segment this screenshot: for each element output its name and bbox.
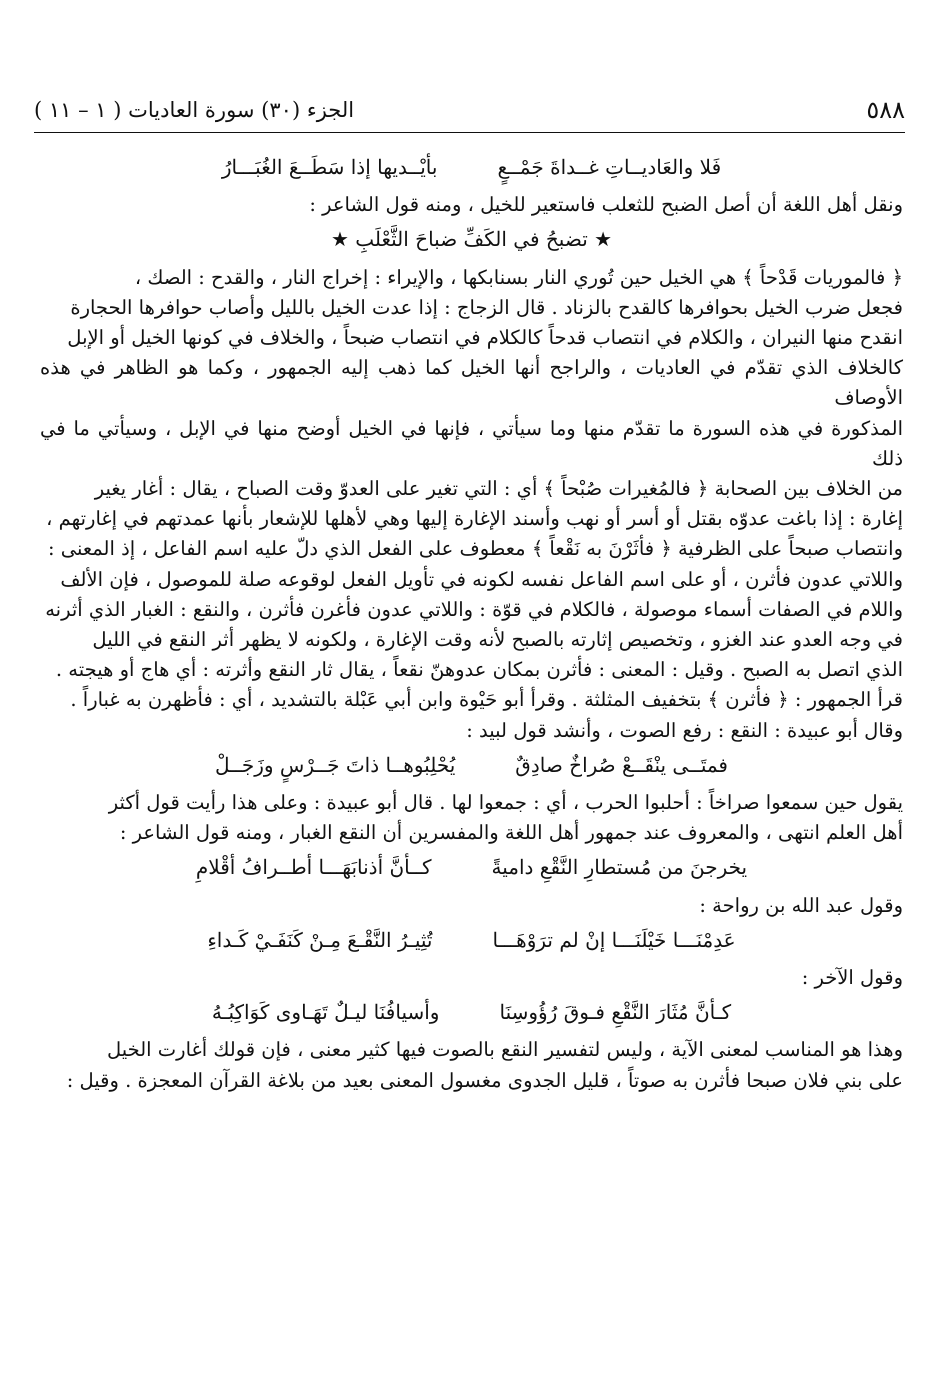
running-title: الجزء (٣٠) سورة العاديات ( ١ – ١١ ) (34, 98, 355, 122)
text-line: وهذا هو المناسب لمعنى الآية ، وليس لتفسير النقع بالصوت فيها كثير معنى ، فإن قولك أغارت الخيل (107, 1038, 903, 1062)
page-number: ٥٨٨ (866, 96, 905, 124)
verse-hemistich-second: كــأنَّ أذنابَهَـــا أطــرافُ أقْلامِ (195, 855, 432, 880)
text-line: ونقل أهل اللغة أن أصل الضبح للثعلب فاستعير للخيل ، ومنه قول الشاعر : (309, 193, 903, 217)
text-line: فجعل ضرب الخيل بحوافرها كالقدح بالزناد . قال الزجاج : إذا عدت الخيل بالليل وأصاب حوافرها الحجارة (70, 295, 903, 319)
page-header (34, 96, 905, 133)
text-line: وقال أبو عبيدة : النقع : رفع الصوت ، وأنشد قول لبيد : (466, 718, 903, 742)
text-line: وقول عبد الله بن رواحة : (699, 893, 903, 917)
verse-hemistich-first: عَدِمْنَـــا خَيْلَنَـــا إنْ لم ترَوْهَـــا (492, 927, 736, 952)
text-line: أهل العلم انتهى ، والمعروف عند جمهور أهل اللغة والمفسرين أن النقع الغبار ، ومنه قول الشاعر : (119, 821, 903, 845)
verse-hemistich-second: بأيْــديها إذا سَطَــعَ الغُبَـــارُ (221, 155, 438, 179)
poetry-verse (40, 852, 903, 882)
page-body (40, 148, 903, 1096)
text-line: الذي اتصل به الصبح . وقيل : المعنى : فأثرن بمكان عدوهنّ نقعاً ، يقال ثار النقع وأثرته : أي هاج أو هيجته . (55, 658, 903, 682)
verse-hemistich-second: وأسيافُنَا ليـلٌ تَهَـاوى كَوَاكِبُـهُ (211, 1000, 440, 1025)
text-line: ﴿ فالموريات قَدْحاً ﴾ هي الخيل حين تُوري النار بسنابكها ، والإيراء : إخراج النار ، والقدح : الصك ، (134, 265, 903, 289)
paragraph (40, 963, 903, 993)
verse-hemistich-first: فمتَــى ينْقَــعْ صُراخٌ صادِقٌ (515, 752, 728, 777)
text-line: قرأ الجمهور : ﴿ فأثرن ﴾ بتخفيف المثلثة . وقرأ أبو حَيْوة وابن أبي عَبْلة بالتشديد ، أي : فأظهرن به غباراً . (70, 688, 903, 712)
text-line: واللاتي عدون فأثرن ، أو على اسم الفاعل نفسه لكونه في تأويل الفعل لوقوعه صلة للموصول ، فإن الألف (60, 567, 903, 591)
poetry-verse (40, 750, 903, 780)
paragraph (40, 190, 903, 220)
verse-hemistich-first: فَلا والعَاديــاتِ غــداةَ جَمْــعٍ (497, 155, 722, 179)
poetry-verse (40, 152, 903, 182)
verse-hemistich-second: تُثِيـرُ النَّقْـعَ مِـنْ كَنَفَـيْ كَـداءِ (207, 927, 433, 952)
verse-hemistich-first: يخرجنَ من مُستطارِ النَّقْعِ داميةً (491, 855, 748, 880)
text-line: من الخلاف بين الصحابة ﴿ فالمُغيرات صُبْحاً ﴾ أي : التي تغير على العدوّ وقت الصباح ، يقال : أغار يغير (94, 477, 903, 501)
text-line: في وجه العدو عند الغزو ، وتخصيص إثارته بالصبح لأنه وقت الإغارة ، ولكونه لا يظهر أثر النقع في الليل (92, 628, 903, 652)
poetry-verse (40, 997, 903, 1027)
text-line: واللام في الصفات أسماء موصولة ، فالكلام في قوّة : واللاتي عدون فأغرن فأثرن ، والنقع : الغبار الذي أثرنه (45, 597, 903, 621)
text-line: انقدح منها النيران ، والكلام في انتصاب قدحاً كالكلام في انتصاب ضبحاً ، والخلاف في كونها الخيل أو الإبل (67, 326, 903, 350)
paragraph (40, 263, 903, 746)
text-line: يقول حين سمعوا صراخاً : أحلبوا الحرب ، أي : جمعوا لها . قال أبو عبيدة : وعلى هذا رأيت قول أكثر (108, 791, 903, 815)
text-line: المذكورة في هذه السورة ما تقدّم منها وما سيأتي ، فإنها في الخيل أوضح منها في الإبل ، وسيأتي ما في ذلك (40, 416, 903, 470)
paragraph (40, 891, 903, 921)
text-line: كالخلاف الذي تقدّم في العاديات ، والراجح أنها الخيل كما ذهب إليه الجمهور ، وكما هو الظاهر في هذه الأوصاف (40, 356, 903, 410)
paragraph (40, 1035, 903, 1095)
text-line: على بني فلان صبحا فأثرن به صوتاً ، قليل الجدوى مغسول المعنى بعيد من بلاغة القرآن المعجزة . وقيل : (66, 1068, 903, 1092)
paragraph (40, 788, 903, 848)
quoted-hemistich: ★ تضبحُ في الكَفِّ ضباحَ الثَّعْلَبِ ★ (330, 227, 613, 252)
poetry-verse (40, 925, 903, 955)
verse-hemistich-first: كـأنَّ مُثَارَ النَّقْعِ فـوقَ رُؤُوسِنَا (499, 1000, 732, 1025)
text-line: وقول الآخر : (801, 966, 903, 990)
text-line: وانتصاب صبحاً على الظرفية ﴿ فأثَرْنَ به نَقْعاً ﴾ معطوف على الفعل الذي دلّ عليه اسم الفاعل ، إذ المعنى : (47, 537, 903, 561)
text-line: إغارة : إذا باغت عدوّه بقتل أو أسر أو نهب وأسند الإغارة إليها وهي لأهلها للإشعار بأنها عمدتهم في إغارتهم ، (46, 507, 903, 531)
verse-hemistich-second: يُحْلِبُوهــا ذاتَ جَــرْسٍ وزَجَــلْ (215, 752, 456, 777)
